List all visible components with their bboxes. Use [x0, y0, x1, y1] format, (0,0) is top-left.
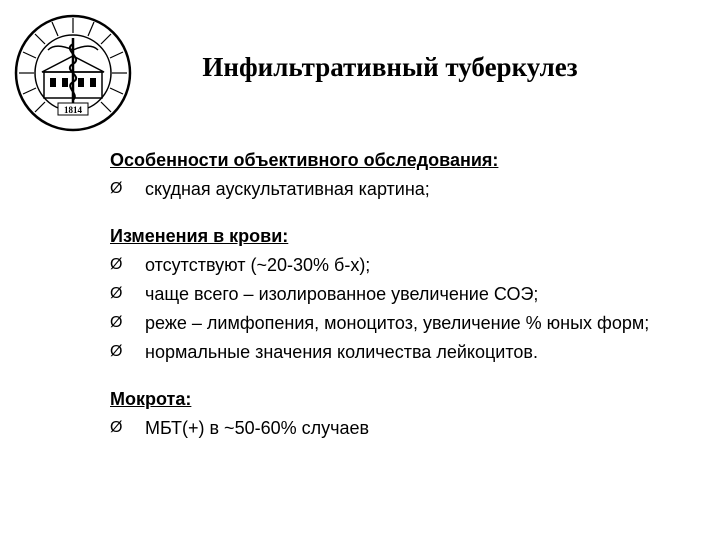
bullet-arrow-icon: Ø: [110, 285, 123, 302]
section-sputum: [110, 387, 690, 440]
list-item: [110, 282, 690, 306]
list-item: [110, 416, 690, 440]
list-item-text: чаще всего – изолированное увеличение СОЭ;: [145, 284, 539, 304]
university-seal-icon: [14, 14, 132, 132]
bullet-arrow-icon: Ø: [110, 256, 123, 273]
list-item-text: скудная аускультативная картина;: [145, 179, 430, 199]
list-item-text: МБТ(+) в ~50-60% случаев: [145, 418, 370, 438]
list-item-text: отсутствуют (~20-30% б-х);: [145, 255, 371, 275]
bullet-arrow-icon: Ø: [110, 343, 123, 360]
section-heading: Изменения в крови:: [110, 226, 289, 246]
list-item: [110, 311, 690, 335]
bullet-arrow-icon: Ø: [110, 419, 123, 436]
section-heading: Мокрота:: [110, 389, 192, 409]
list-item: [110, 253, 690, 277]
list-item-text: реже – лимфопения, моноцитоз, увеличение % юных форм;: [145, 313, 650, 333]
list-item-text: нормальные значения количества лейкоцитов.: [145, 342, 538, 362]
section-blood: [110, 224, 690, 364]
seal-year: 1814: [64, 105, 82, 115]
bullet-arrow-icon: Ø: [110, 314, 123, 331]
list-item: [110, 340, 690, 364]
section-heading: Особенности объективного обследования:: [110, 150, 499, 170]
section-examination: [110, 148, 690, 201]
content: [110, 148, 690, 463]
bullet-arrow-icon: Ø: [110, 180, 123, 197]
list-item: [110, 177, 690, 201]
page-title: Инфильтративный туберкулез: [202, 52, 578, 82]
